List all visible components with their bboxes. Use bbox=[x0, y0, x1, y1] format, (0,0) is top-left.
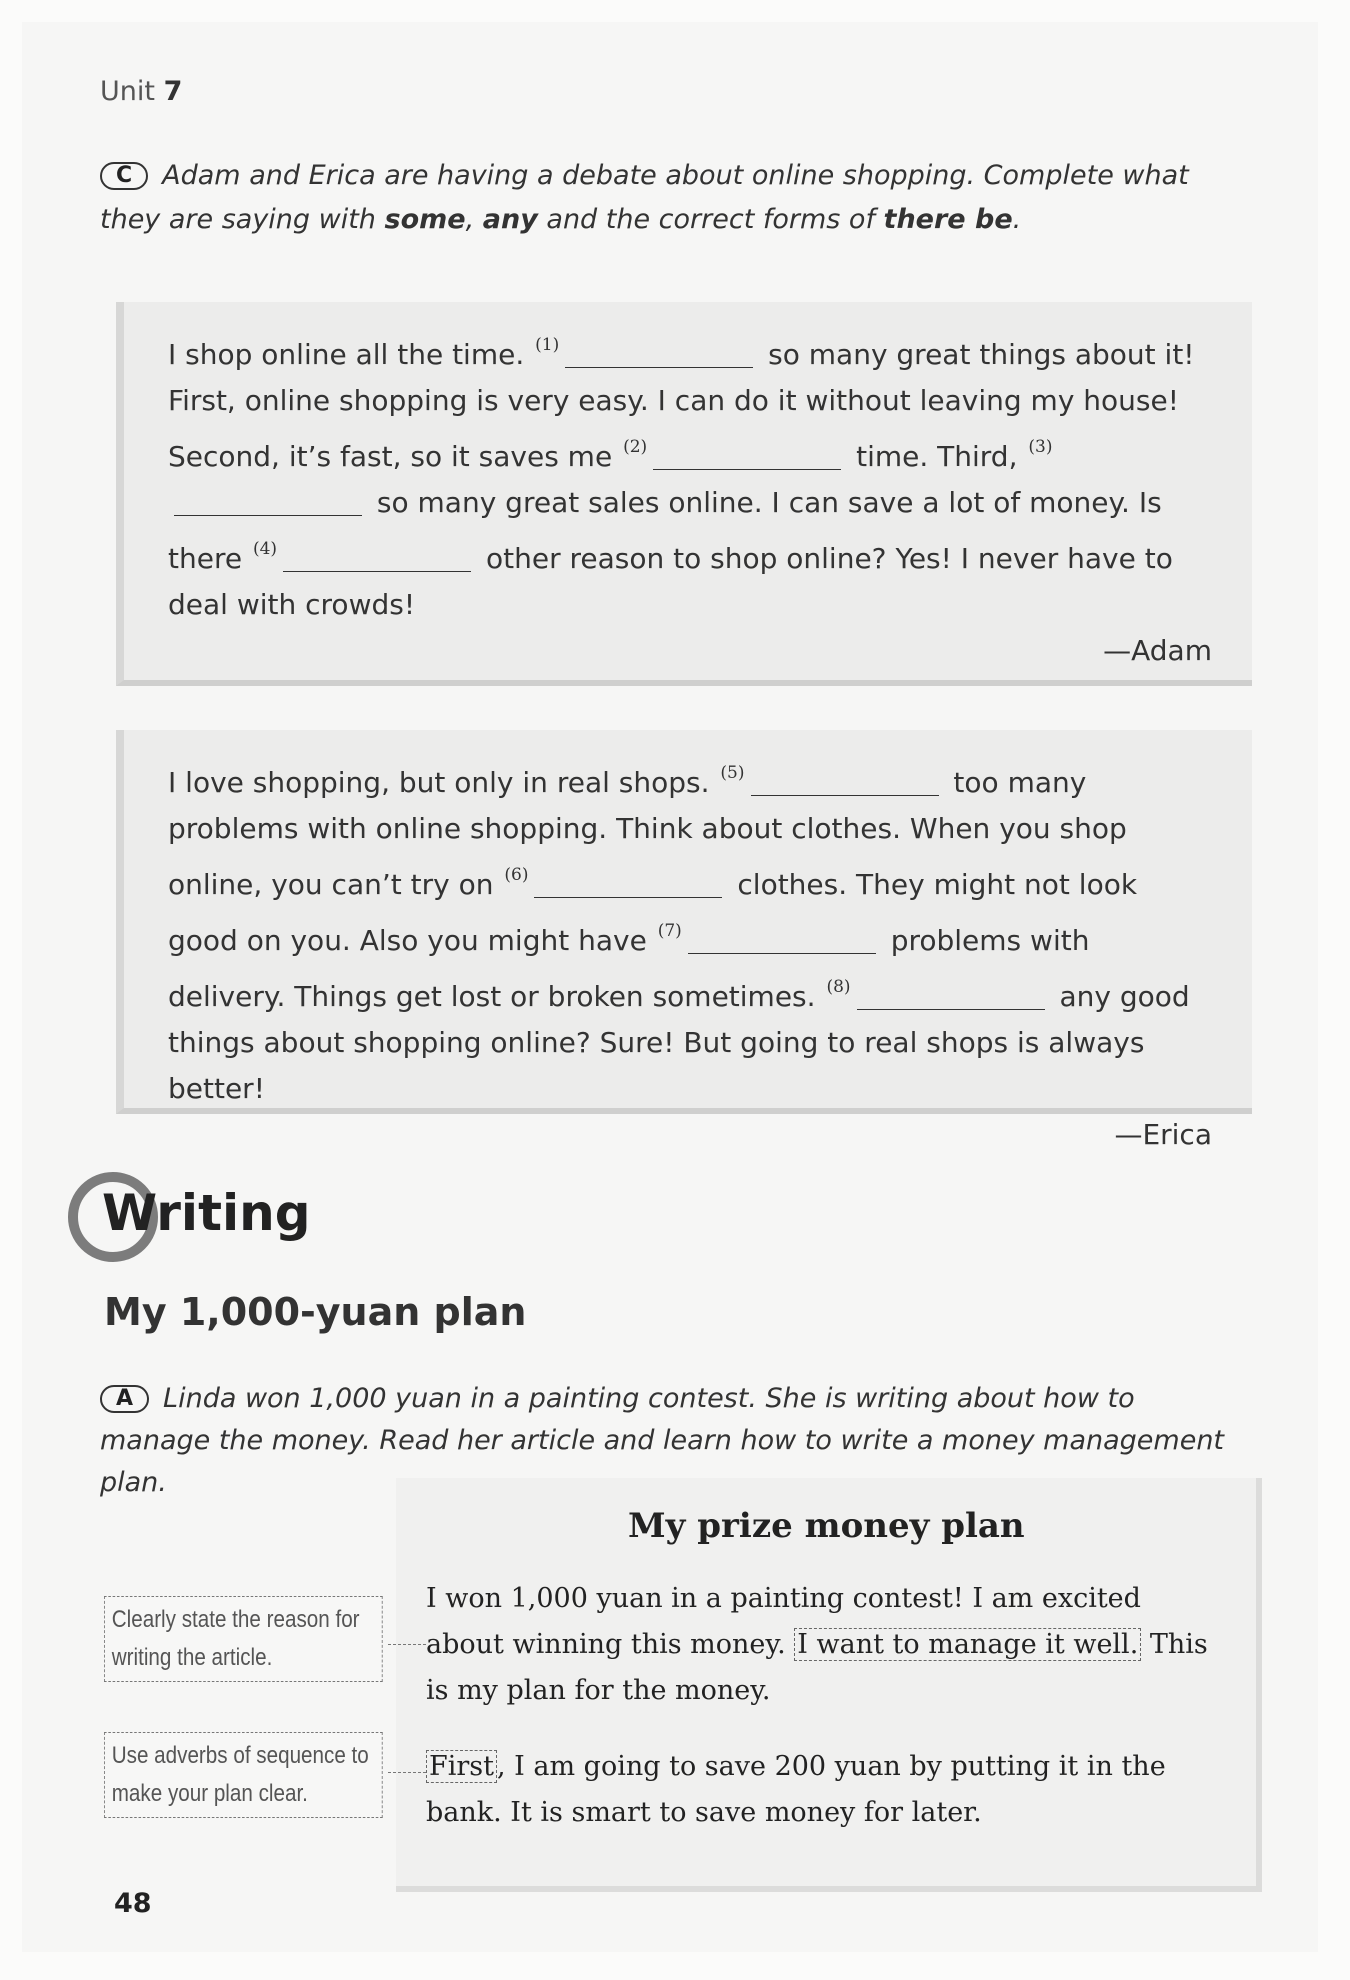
blank-3[interactable] bbox=[174, 485, 362, 516]
erica-signature: —Erica bbox=[1114, 1118, 1212, 1151]
blank-number-8: (8) bbox=[826, 977, 851, 997]
blank-4[interactable] bbox=[283, 541, 471, 572]
blank-1[interactable] bbox=[565, 337, 753, 368]
unit-label: Unit bbox=[100, 76, 155, 107]
blank-number-4: (4) bbox=[252, 539, 278, 559]
article-p2-b: , I am going to save 200 yuan by putting it in the bank. It is smart to save money for later. bbox=[426, 1751, 1166, 1828]
exercise-a-text: Linda won 1,000 yuan in a painting contest. She is writing about how to manage the money. Read her article and learn how to write a money management plan. bbox=[100, 1383, 1225, 1498]
tip-box-2: Use adverbs of sequence to make your plan clear. bbox=[104, 1732, 383, 1818]
writing-title: Writing bbox=[102, 1184, 311, 1242]
erica-speech-box bbox=[116, 730, 1252, 1151]
adam-text-1: I shop online all the time. bbox=[168, 338, 525, 371]
keyword-there-be: there be bbox=[883, 204, 1013, 235]
blank-number-6: (6) bbox=[504, 865, 529, 885]
instruction-text-mid: and the correct forms of bbox=[537, 204, 884, 235]
unit-number: 7 bbox=[163, 76, 183, 107]
blank-number-3: (3) bbox=[1028, 437, 1053, 457]
erica-text-5: any good things about shopping online? Sure! But going to real shops is always better! bbox=[168, 980, 1190, 1105]
tip-connector-2 bbox=[388, 1772, 426, 1773]
blank-number-7: (7) bbox=[657, 921, 682, 941]
article-p1-a: I won 1,000 yuan in a painting contest! I am excited about winning this money. bbox=[426, 1583, 1141, 1660]
blank-8[interactable] bbox=[857, 979, 1045, 1010]
exercise-a-badge: A bbox=[100, 1385, 149, 1413]
plan-subtitle: My 1,000-yuan plan bbox=[104, 1290, 527, 1334]
instruction-text-end: . bbox=[1012, 204, 1022, 235]
unit-header bbox=[100, 76, 182, 107]
page-number: 48 bbox=[114, 1888, 152, 1919]
adam-text-2: so many great things about it! First, online shopping is very easy. I can do it without leaving my house! Second, it’s fast, so it saves me bbox=[168, 338, 1195, 473]
erica-text-1: I love shopping, but only in real shops. bbox=[168, 766, 710, 799]
adam-signature: —Adam bbox=[1103, 634, 1212, 667]
keyword-some: some bbox=[384, 204, 466, 235]
article-p2-sequence-word: First bbox=[426, 1750, 497, 1783]
exercise-c-instruction bbox=[100, 154, 1240, 242]
blank-2[interactable] bbox=[653, 439, 841, 470]
adam-text-4: so many great sales online. I can save a lot of money. Is there bbox=[168, 486, 1162, 575]
blank-5[interactable] bbox=[751, 765, 939, 796]
blank-number-1: (1) bbox=[535, 335, 560, 355]
instruction-text-start: Adam and Erica are having a debate about online shopping. Complete what they are saying with bbox=[100, 160, 1189, 235]
adam-text-5: other reason to shop online? Yes! I never have to deal with crowds! bbox=[168, 542, 1173, 621]
tip-box-1: Clearly state the reason for writing the article. bbox=[104, 1596, 383, 1682]
blank-6[interactable] bbox=[534, 867, 722, 898]
keyword-any: any bbox=[482, 204, 538, 235]
erica-text-3: clothes. They might not look good on you. Also you might have bbox=[168, 868, 1138, 957]
blank-7[interactable] bbox=[688, 923, 876, 954]
blank-number-5: (5) bbox=[720, 763, 745, 783]
erica-text-2: too many problems with online shopping. Think about clothes. When you shop online, you can’t try on bbox=[168, 766, 1127, 901]
article-paragraph-2 bbox=[426, 1744, 1226, 1836]
instruction-sep: , bbox=[465, 204, 483, 235]
article-p1-c: This is my plan for the money. bbox=[426, 1629, 1208, 1706]
tip-connector-1 bbox=[388, 1644, 426, 1645]
article-paragraph-1 bbox=[426, 1576, 1226, 1714]
adam-speech-box bbox=[116, 302, 1252, 686]
article-p1-highlight: I want to manage it well. bbox=[794, 1628, 1141, 1661]
adam-text-3: time. Third, bbox=[856, 440, 1018, 473]
blank-number-2: (2) bbox=[623, 437, 648, 457]
exercise-c-badge: C bbox=[100, 162, 148, 190]
article-title: My prize money plan bbox=[628, 1506, 1025, 1546]
erica-text-4: problems with delivery. Things get lost or broken sometimes. bbox=[168, 924, 1090, 1013]
